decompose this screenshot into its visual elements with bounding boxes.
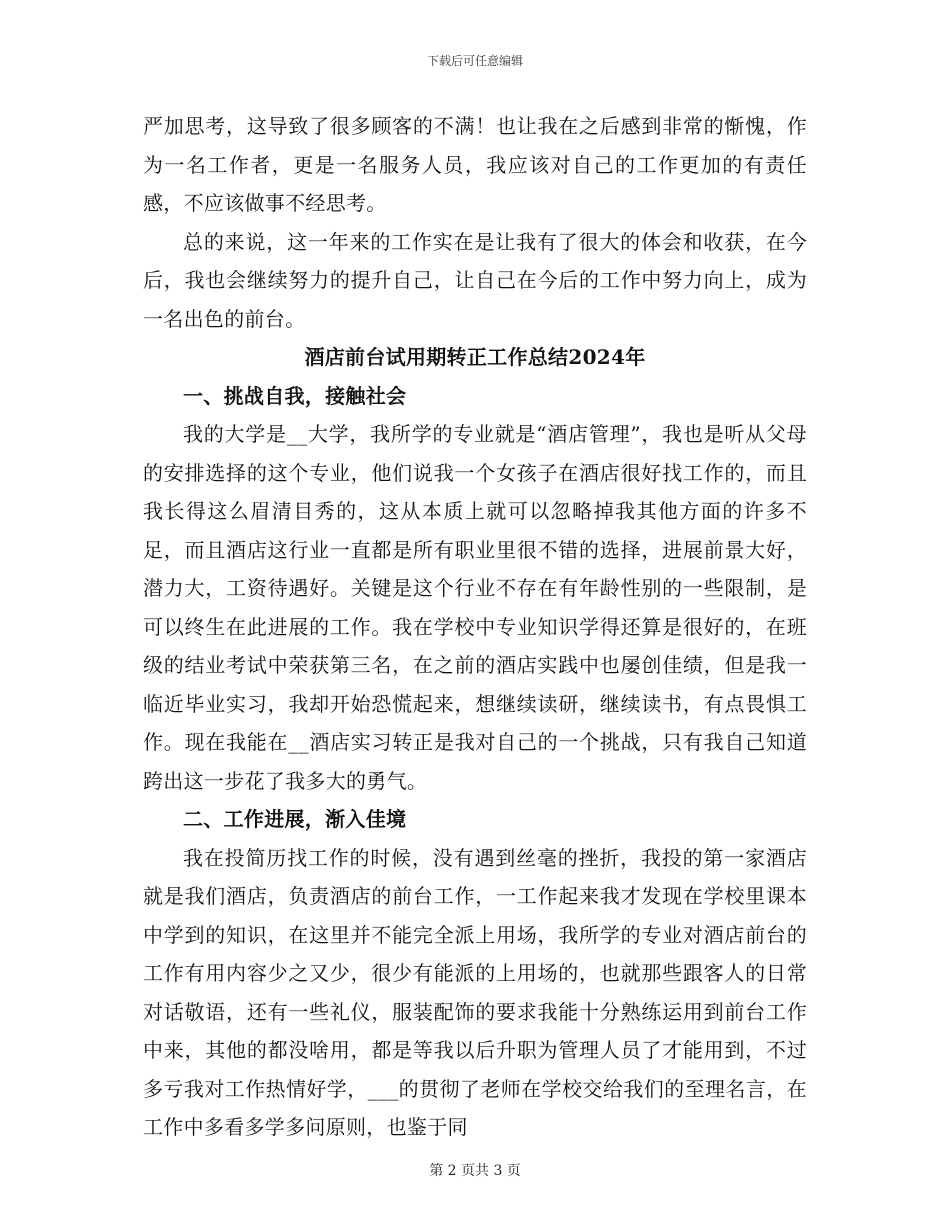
paragraph-continued: 严加思考，这导致了很多顾客的不满！也让我在之后感到非常的惭愧，作为一名工作者，更是一名服务人员，我应该对自己的工作更加的有责任感，不应该做事不经思考。	[143, 114, 807, 215]
document-body	[143, 107, 807, 1147]
page-footer: 第 2 页共 3 页	[429, 1163, 521, 1179]
section-heading-1: 一、挑战自我，接触社会	[183, 383, 407, 408]
section-body-1: 我的大学是__大学，我所学的专业就是“酒店管理”，我也是听从父母的安排选择的这个专业，他们说我一个女孩子在酒店很好找工作的，而且我长得这么眉清目秀的，这从本质上就可以忽略掉我其他方面的许多不足，而且酒店这行业一直都是所有职业里很不错的选择，进展前景大好，潜力大，工资待遇好。关键是这个行业不存在有年龄性别的一些限制，是可以终生在此进展的工作。我在学校中专业知识学得还算是很好的，在班级的结业考试中荣获第三名，在之前的酒店实践中也屡创佳绩，但是我一临近毕业实习，我却开始恐慌起来，想继续读研，继续读书，有点畏惧工作。现在我能在__酒店实习转正是我对自己的一个挑战，只有我自己知道跨出这一步花了我多大的勇气。	[143, 422, 807, 793]
section-heading-2: 二、工作进展，渐入佳境	[183, 807, 407, 831]
section-body-2: 我在投简历找工作的时候，没有遇到丝毫的挫折，我投的第一家酒店就是我们酒店，负责酒店的前台工作，一工作起来我才发现在学校里课本中学到的知识，在这里并不能完全派上用场，我所学的专业对酒店前台的工作有用内容少之又少，很少有能派的上用场的，也就那些跟客人的日常对话敬语，还有一些礼仪，服装配饰的要求我能十分熟练运用到前台工作中来，其他的都没啥用，都是等我以后升职为管理人员了才能用到，不过多亏我对工作热情好学，___的贯彻了老师在学校交给我们的至理名言，在工作中多看多学多问原则，也鉴于同	[143, 845, 807, 1139]
document-title: 酒店前台试用期转正工作总结2024年	[304, 345, 646, 369]
paragraph-summary: 总的来说，这一年来的工作实在是让我有了很大的体会和收获，在今后，我也会继续努力的提升自己，让自己在今后的工作中努力向上，成为一名出色的前台。	[143, 229, 807, 331]
page-header: 下载后可任意编辑	[426, 54, 523, 68]
